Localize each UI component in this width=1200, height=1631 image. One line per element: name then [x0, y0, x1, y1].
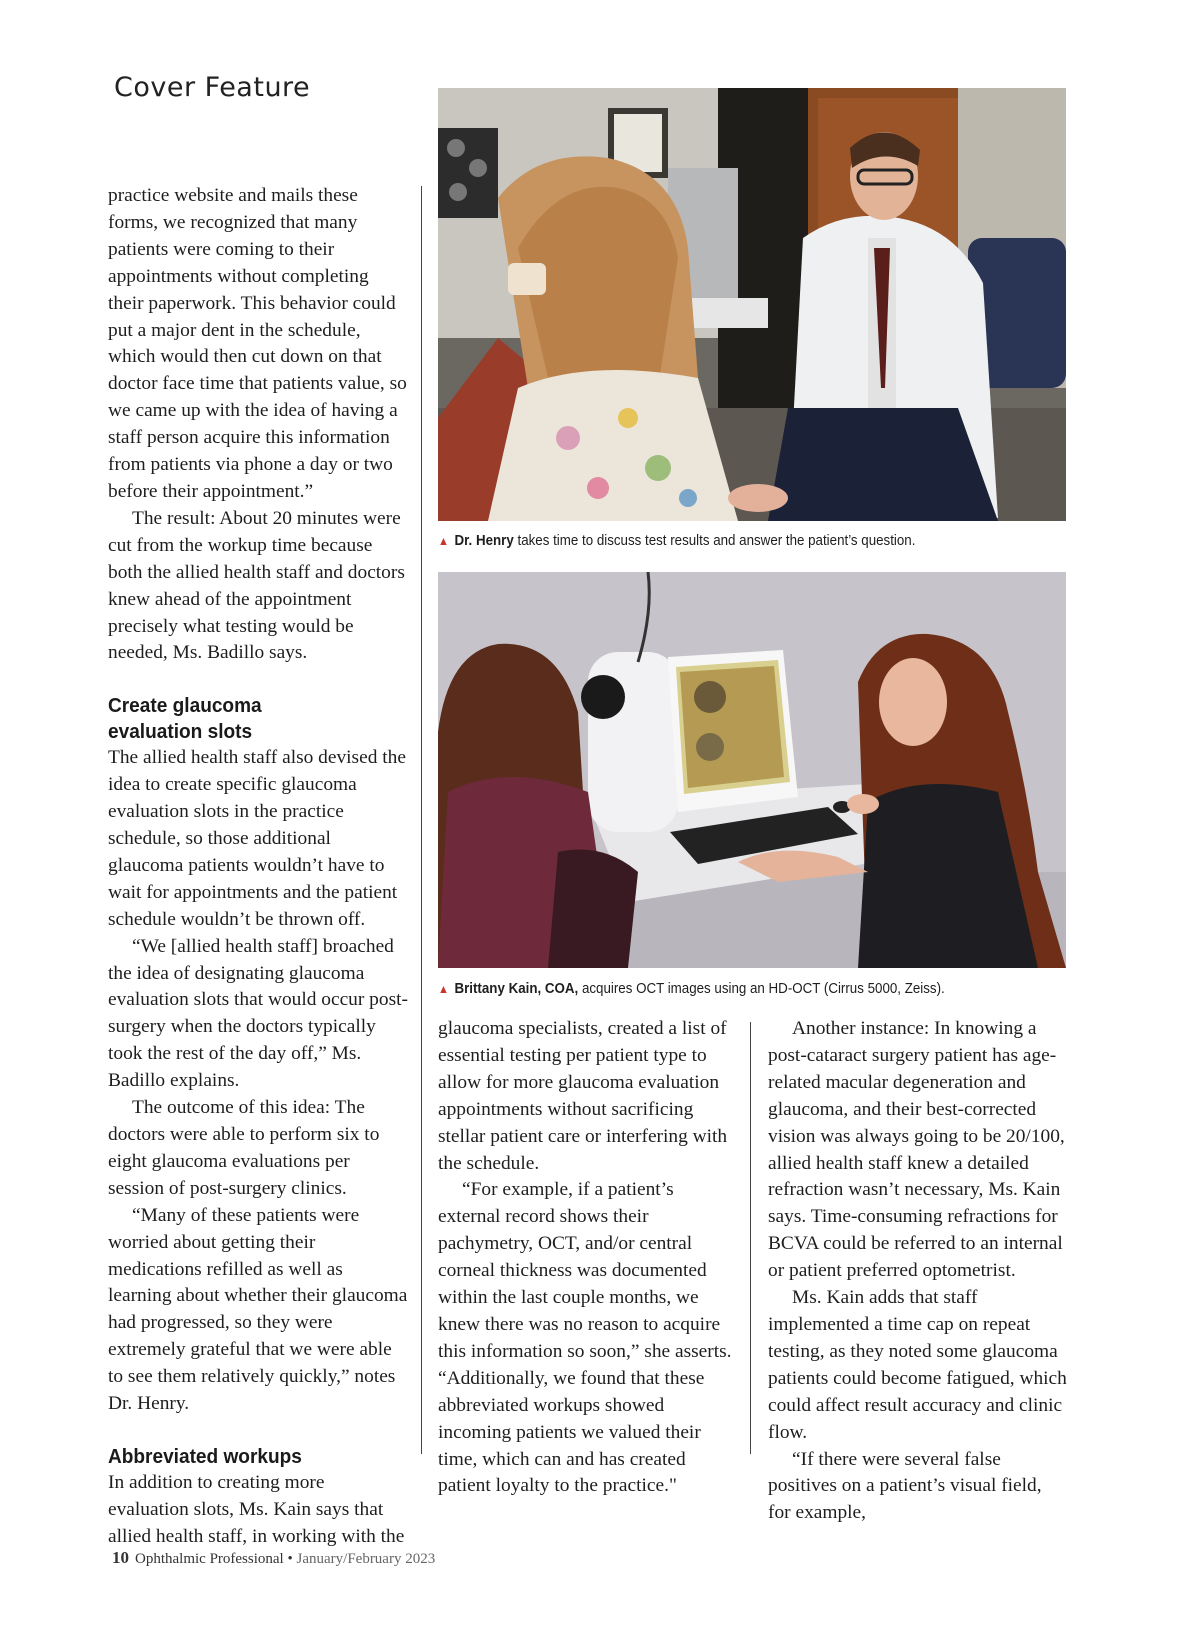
subhead-abbreviated-workups: Abbreviated workups: [108, 1444, 302, 1468]
photo-2-caption: [438, 981, 945, 997]
paragraph: glaucoma specialists, created a list of essential testing per patient type to allow for more glaucoma evaluation appointments without sacrificing stellar patient care or interfering with the schedule.: [438, 1018, 728, 1174]
paragraph: The result: About 20 minutes were cut from the workup time because both the allied health staff and doctors knew ahead of the appointment precisely what testing would be needed, Ms. Badillo says.: [108, 507, 405, 664]
paragraph: Another instance: In knowing a post-cataract surgery patient has age-related macular degeneration and glaucoma, and their best-corrected vision was always going to be 20/100, allied health staff knew a detailed refraction wasn’t necessary, Ms. Kain says. Time-consuming refractions for BCVA could be referred to an internal or patient preferred optometrist.: [768, 1018, 1065, 1282]
column-rule: [421, 186, 422, 1454]
photo-oct-imaging: [438, 572, 1066, 968]
issue-date: January/February 2023: [296, 1551, 436, 1567]
column-1: [108, 183, 408, 1551]
caption-name: Brittany Kain, COA,: [454, 981, 579, 997]
paragraph: “If there were several false positives on a patient’s visual field, for example,: [768, 1448, 1042, 1524]
page-number: 10: [112, 1548, 129, 1567]
paragraph: “For example, if a patient’s external record shows their pachymetry, OCT, and/or central corneal thickness was documented within the last couple months, we knew there was no reason to acquire this information so soon,” she asserts. “Additionally, we found that these abbreviated workups showed incoming patients we valued their time, which can and has created patient loyalty to the practice.": [438, 1179, 732, 1497]
paragraph: Ms. Kain adds that staff implemented a time cap on repeat testing, as they noted some glaucoma patients could become fatigued, which could affect result accuracy and clinic flow.: [768, 1287, 1067, 1443]
section-header: Cover Feature: [114, 72, 311, 103]
column-3: [768, 1016, 1068, 1527]
column-2: [438, 1016, 738, 1500]
publication-name: Ophthalmic Professional: [135, 1551, 284, 1567]
photo-1-caption: [438, 533, 915, 549]
paragraph: “Many of these patients were worried about getting their medications refilled as well as learning about whether their glaucoma had progressed, so they were extremely grateful that we were able to see them relatively quickly,” notes Dr. Henry.: [108, 1204, 408, 1415]
paragraph: practice website and mails these forms, we recognized that many patients were coming to their appointments without completing their paperwork. This behavior could put a major dent in the schedule, which would then cut down on that doctor face time that patients value, so we came up with the idea of having a staff person acquire this information from patients via phone a day or two before their appointment.”: [108, 185, 407, 502]
caption-name: Dr. Henry: [454, 533, 514, 549]
caption-text: takes time to discuss test results and answer the patient’s question.: [513, 533, 916, 549]
photo-illustration: [438, 88, 1066, 521]
subhead-glaucoma-slots: Create glaucoma evaluation slots: [108, 694, 262, 744]
caption-triangle-icon: ▲: [438, 982, 449, 996]
paragraph: In addition to creating more evaluation slots, Ms. Kain says that allied health staff, in working with the: [108, 1471, 405, 1547]
column-rule: [750, 1022, 751, 1454]
paragraph: The allied health staff also devised the idea to create specific glaucoma evaluation slots in the practice schedule, so those additional glaucoma patients wouldn’t have to wait for appointments and the patient schedule wouldn’t be thrown off.: [108, 747, 406, 930]
photo-illustration: [438, 572, 1066, 968]
caption-text: acquires OCT images using an HD-OCT (Cirrus 5000, Zeiss).: [578, 981, 945, 997]
page-footer: [112, 1548, 435, 1568]
paragraph: “We [allied health staff] broached the idea of designating glaucoma evaluation slots that would occur post-surgery when the doctors typically took the rest of the day off,” Ms. Badillo explains.: [108, 935, 408, 1092]
caption-triangle-icon: ▲: [438, 534, 449, 548]
footer-separator: •: [287, 1551, 293, 1567]
photo-doctor-consultation: [438, 88, 1066, 521]
paragraph: The outcome of this idea: The doctors were able to perform six to eight glaucoma evaluations per session of post-surgery clinics.: [108, 1097, 380, 1199]
